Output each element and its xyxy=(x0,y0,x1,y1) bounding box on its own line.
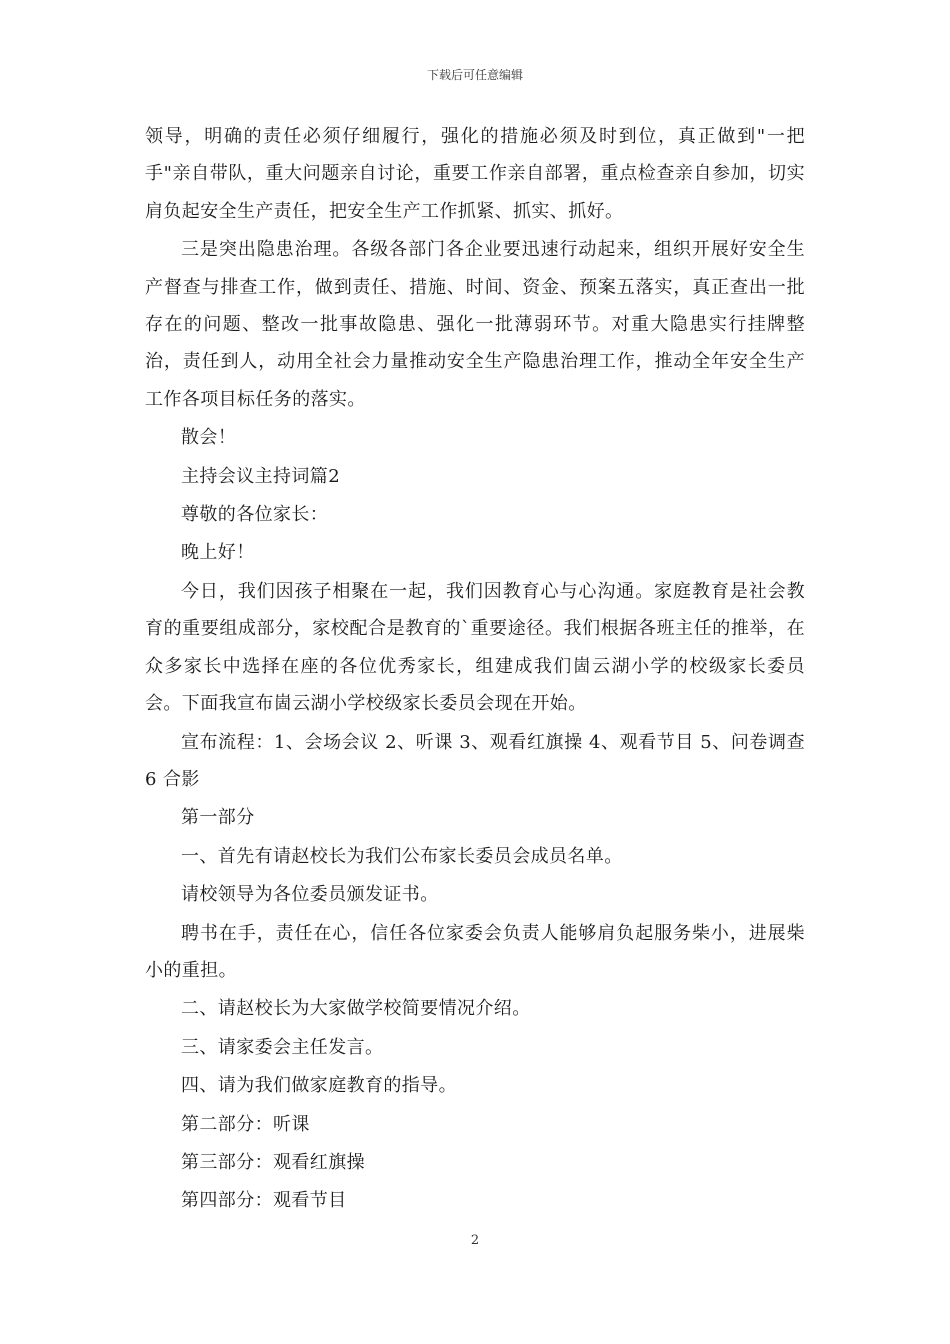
section-title: 主持会议主持词篇2 xyxy=(181,465,341,487)
paragraph: 二、请赵校长为大家做学校简要情况介绍。 xyxy=(181,998,531,1020)
paragraph: 三是突出隐患治理。各级各部门各企业要迅速行动起来，组织开展好安全生产督查与排查工作，做到责任、措施、时间、资金、预案五落实，真正查出一批存在的问题、整改一批事故隐患、强化一批薄弱环节。对重大隐患实行挂牌整治，责任到人，动用全社会力量推动安全生产隐患治理工作，推动全年安全生产工作各项目标任务的落实。 xyxy=(145,239,805,410)
salutation: 尊敬的各位家长： xyxy=(181,504,329,526)
paragraph: 请校领导为各位委员颁发证书。 xyxy=(181,884,439,906)
part-heading: 第二部分：听课 xyxy=(181,1113,310,1135)
paragraph: 聘书在手，责任在心，信任各位家委会负责人能够肩负起服务柴小，进展柴小的重担。 xyxy=(145,922,805,981)
part-heading: 第三部分：观看红旗操 xyxy=(181,1151,365,1173)
part-heading: 第一部分 xyxy=(181,807,255,829)
paragraph: 领导，明确的责任必须仔细履行，强化的措施必须及时到位，真正做到"一把手"亲自带队，重大问题亲自讨论，重要工作亲自部署，重点检查亲自参加，切实肩负起安全生产责任，把安全生产工作抓紧、抓实、抓好。 xyxy=(145,126,805,222)
page-header: 下载后可任意编辑 xyxy=(426,68,523,82)
greeting: 晚上好！ xyxy=(181,542,255,564)
part-heading: 第四部分：观看节目 xyxy=(181,1190,347,1212)
paragraph: 四、请为我们做家庭教育的指导。 xyxy=(181,1075,457,1097)
document-body xyxy=(145,118,805,1221)
paragraph: 宣布流程：1、会场会议 2、听课 3、观看红旗操 4、观看节目 5、问卷调查6 合影 xyxy=(145,731,805,790)
page-number: 2 xyxy=(470,1233,480,1248)
paragraph: 今日，我们因孩子相聚在一起，我们因教育心与心沟通。家庭教育是社会教育的重要组成部分，家校配合是教育的`重要途径。我们根据各班主任的推举，在众多家长中选择在座的各位优秀家长，组建成我们崮云湖小学的校级家长委员会。下面我宣布崮云湖小学校级家长委员会现在开始。 xyxy=(145,580,805,715)
paragraph: 三、请家委会主任发言。 xyxy=(181,1036,384,1058)
paragraph: 一、首先有请赵校长为我们公布家长委员会成员名单。 xyxy=(181,845,623,867)
paragraph: 散会！ xyxy=(181,427,237,449)
